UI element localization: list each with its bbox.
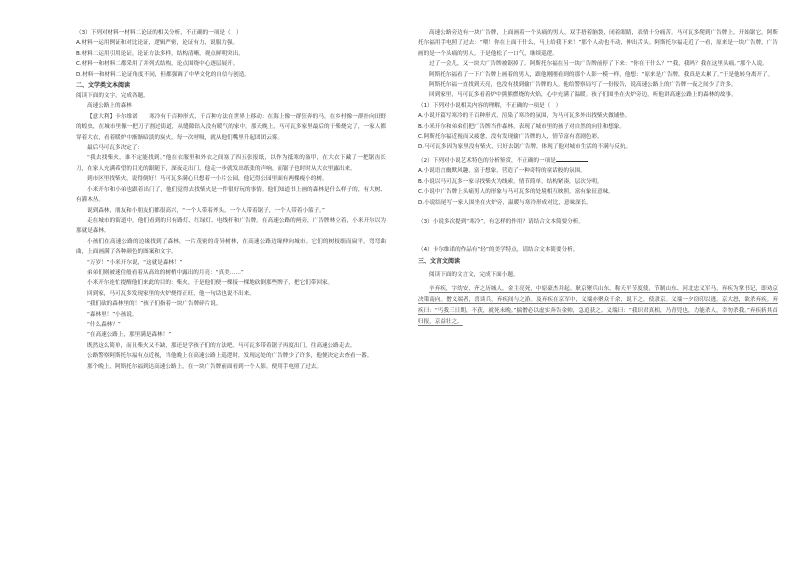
story-title: 高速公路上的森林	[87, 103, 132, 110]
classical-chinese-passage: 辛弃疾，字幼安，齐之历城人。金主亮死，中原豪杰并起。耿京聚兵山东，称天平节度使，节制山东、河北忠义军马，弃疾为掌书记，即劝京决策南向。僧义端者，喜谈兵，弃疾间与之游。及弃疾在京军中，义端亦聚众千余，说下之，使隶京。义端一夕窃印以逃，京大怒，欲杀弃疾。弃疾曰：“丐我三日期，不获，就死未晚。”揣僧必以虚实奔告金帅，急追获之。义端曰：“我识君真相，乃青兕也，力能杀人，幸勿杀我。”弃疾斩其首归报，京益壮之。	[418, 286, 778, 326]
short-answer-question: （4）卡尔维诺的作品有“轻”的美学特点，请结合文本简要分析。	[418, 247, 579, 254]
story-paragraph: “我去找柴火，谁不定能找到。”他在衣服里和外衣之间塞了四五张报纸，以作为抵寒的盔甲，在大衣下藏了一把锯齿长刀，在家人充满希望的目光的跟随下，深夜走出门，他走一步就发出纸张的声响。而锯子也时时从大衣里露出来。	[76, 155, 386, 172]
story-paragraph: 过了一会儿，又一块大广告牌被锯掉了。阿斯托尔福在另一块广告牌前停了下来：“你在干什么？”“我，我吗？我在这里头痛。”那个人说。	[429, 61, 768, 68]
option-c: C.材料一和材料二都采用了并列式结构，论点围绕中心逐层展开。	[76, 61, 239, 68]
right-column	[418, 0, 788, 562]
story-paragraph: 阿斯托尔福看了一下广告牌上画着的男人，跟他刚刚看到的那个人影一模一样，他想：“原来是广告牌，我真是太累了。”于是他转身离开了。	[429, 71, 774, 78]
section-heading: 三、文言文阅读	[418, 257, 461, 265]
option-d: D.小说结尾写一家人围坐在火炉旁，温暖与寒冷形成对比，意味深长。	[418, 199, 592, 206]
story-paragraph: “万岁！”小米开尔说，“这就是森林！”	[87, 259, 183, 266]
reading-instruction: 阅读下面的文字，完成各题。	[76, 93, 149, 100]
option-b: B.小说以马可瓦多一家寻找柴火为线索，情节简单，结构紧凑，层次分明。	[418, 178, 603, 185]
option-b: B.小米开尔和弟弟们把广告牌当作森林，表现了城市里的孩子对自然的向往和想象。	[418, 123, 625, 130]
option-a: A.小说开篇写寒冷的千百种形式，渲染了寒冷的氛围，为马可瓦多外出找柴火做铺垫。	[418, 113, 631, 120]
reading-instruction: 阅读下面的文言文，完成下面小题。	[429, 271, 519, 278]
story-paragraph: 高速公路旁边有一块广告牌，上面画着一个头痛的男人，双手捂着脑袋，闭着眼睛，表情十分痛苦。马可瓦多爬到广告牌上，开始锯它，阿斯托尔福用手电照了过去：“喂！你在上面干什么，马上给我下来！”那个人动也不动，伸出舌头。阿斯托尔福走近了一看，原来是一块广告牌，广告画的是一个头痛的男人。于是他松了一口气，继续巡逻。	[418, 30, 778, 57]
ruled-text-block	[418, 284, 778, 328]
story-paragraph: “在高速公路上，那里满是森林！”	[87, 332, 172, 339]
story-paragraph: 【意大利】卡尔维诺 寒冷有千百种形式、千百种方法在世界上移动：在海上像一群狂奔的马，在乡村像一群扑向田野的蝗虫，在城市里像一把刀子割过街道，从缝隙钻入没有暖气的家中。那天晚上，马可瓦多家里最后的干柴烧完了，一家人都穿着大衣，看着暖炉中渐渐暗淡的炭火。每一次呼吸，就从他们嘴里升起团团云雾。	[76, 113, 386, 141]
question-stem	[418, 156, 778, 166]
answer-blank[interactable]	[556, 156, 588, 162]
section-heading: 二、文学类文本阅读	[76, 82, 131, 90]
short-answer-question: （3）小说多次提到“寒冷”，有怎样的作用？请结合文本简要分析。	[418, 218, 584, 225]
question-stem: （3）下列对材料一材料二论证的相关分析，不正确的一项是（ ）	[76, 30, 242, 36]
option-b: B.材料二运用引用论证，论证方法多样，结构清晰，观点鲜明突出。	[76, 50, 244, 57]
option-d: D.马可瓦多因为家里没有柴火，只好去锯广告牌，体现了他对城市生活的不满与反抗。	[418, 144, 632, 151]
story-paragraph: 最后马可瓦多决定了：	[87, 145, 143, 152]
story-paragraph: 回到家里，马可瓦多看着炉中熊熊燃烧的火焰，心中充满了温暖。孩子们围坐在火炉旁边，听他讲高速公路上的森林的故事。	[429, 92, 737, 99]
option-d: D.材料一和材料二论证角度不同，但都强调了中华文化的自信与创造。	[76, 71, 250, 78]
story-paragraph: 小米开尔连忙提醒他们来此的目的：柴火。于是他们便一棵接一棵地砍倒那些牌子，把它们带回家。	[87, 280, 334, 287]
story-paragraph: 那个晚上，阿斯托尔福到达高速公路上，在一块广告牌前面看到一个人影，便用手电照了过去。	[87, 363, 322, 370]
story-paragraph: 既然这么简单，而且柴火又不缺，那还是学孩子们的方法吧。马可瓦多带着锯子再度出门，往高速公路走去。	[87, 342, 356, 349]
story-paragraph: 公路警察阿斯托尔福有点近视，当他晚上在高速公路上巡逻时，发现远处的广告牌少了许多，他便决定去查看一番。	[87, 353, 373, 360]
story-paragraph: 到市区里找柴火，说得倒好！马可瓦多满心只想着一小片公园，他记得公园里面有两棵瘦小的树。	[87, 176, 328, 183]
story-paragraph: 弟弟们则被迷住般看着从高耸的树梢中露出的月亮：“真美……”	[87, 269, 244, 276]
story-paragraph: “什么森林？”	[87, 321, 121, 328]
story-paragraph: “森林里！”小孩说。	[87, 311, 138, 318]
option-a: A.材料一运用例证和对比论证，逻辑严密，论证有力，说服力强。	[76, 40, 239, 47]
story-paragraph: 阿斯托尔福一直找到天亮，也没有找到偷广告牌的人。他给警察局写了一份报告，说高速公路上的广告牌一夜之间少了许多。	[429, 82, 737, 89]
question-stem-text: （2）下列对小说艺术特色的分析鉴赏，不正确的一项是	[418, 157, 556, 164]
story-paragraph: “我们砍的森林里的！”孩子们指着一块广告牌碎片说。	[87, 301, 222, 308]
left-column	[14, 0, 394, 562]
story-paragraph: 小孩们在高速公路的边缘找到了森林，一片茂密的奇异树林，在高速公路边缘伸向城市。它们的树枝细而扁平，弯弯曲曲，上面画满了各种颜色的图案和文字。	[76, 238, 386, 256]
story-paragraph: 小米开尔和小弟也跟着出门了，他们觉得去找柴火是一件很好玩的事情。他们知道书上画的森林是什么样子的，有大树、有灌木丛。	[76, 186, 386, 204]
option-c: C.小说中广告牌上头痛男人的形象与马可瓦多的处境相互映照，富有象征意味。	[418, 189, 614, 196]
story-paragraph: 走在城市的街道中，他们看到的只有路灯、红绿灯、电线杆和广告牌。在高速公路的两旁，广告牌林立着，小米开尔以为那就是森林。	[76, 217, 386, 235]
question-stem: （1）下列对小说相关内容的理解，不正确的一项是（ ）	[418, 102, 562, 109]
option-a: A.小说语言幽默风趣，富于想象，营造了一种奇特的童话般的氛围。	[418, 168, 586, 175]
story-paragraph: 说到森林，朋友和小朋友们都很高兴，“一个人带着斧头，一个人带着锯子，一个人带着小篮子。”	[87, 207, 325, 214]
option-c: C.阿斯托尔福近视而又疲惫，没有发现偷广告牌的人，情节富有喜剧色彩。	[418, 134, 603, 141]
story-paragraph: 回到家，马可瓦多发现家里的火炉烧得正旺，他一句话也说不出来。	[87, 290, 255, 297]
